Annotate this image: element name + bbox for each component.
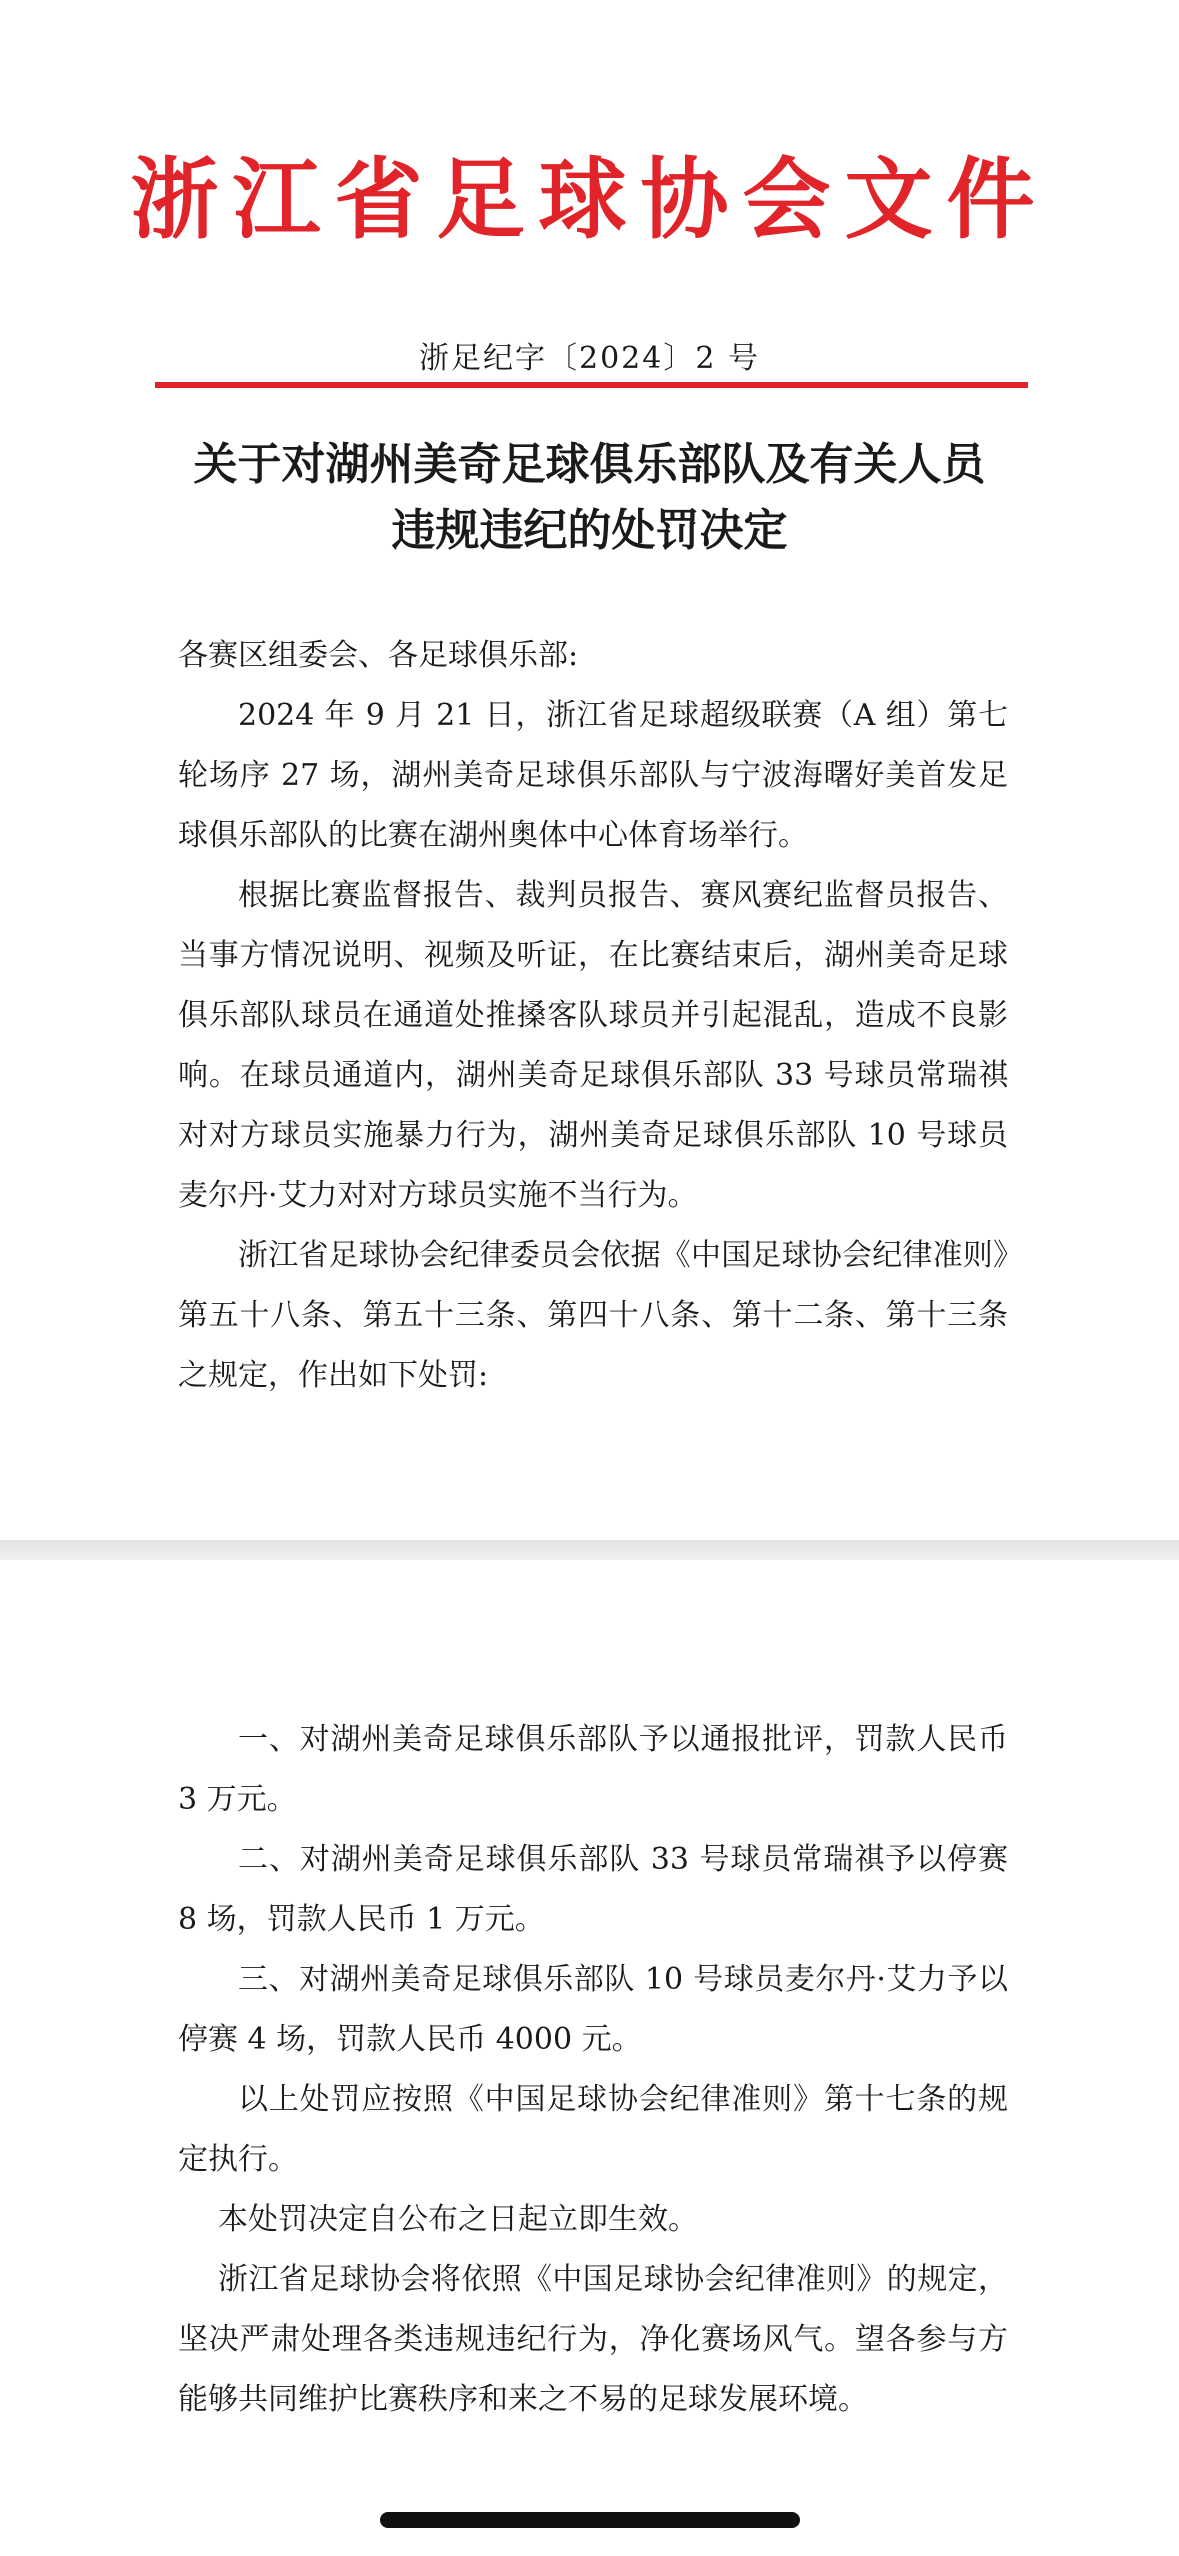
paragraph-match-info: 2024 年 9 月 21 日，浙江省足球超级联赛（A 组）第七轮场序 27 场，湖州美奇足球俱乐部队与宁波海曙好美首发足球俱乐部队的比赛在湖州奥体中心体育场举行。 [178,698,1008,853]
org-header-title: 浙江省足球协会文件 [130,147,1049,251]
penalty-item-2: 二、对湖州美奇足球俱乐部队 33 号球员常瑞祺予以停赛 8 场，罚款人民币 1 万元。 [178,1842,1008,1937]
document-number: 浙足纪字〔2024〕2 号 [419,341,760,376]
document-title [0,432,1179,564]
page1-body [178,626,1008,1406]
header-red-rule [155,382,1028,388]
paragraph-legal-basis: 浙江省足球协会纪律委员会依据《中国足球协会纪律准则》第五十八条、第五十三条、第四十八条、第十二条、第十三条之规定，作出如下处罚: [178,1238,1008,1393]
penalty-item-1: 一、对湖州美奇足球俱乐部队予以通报批评，罚款人民币 3 万元。 [178,1722,1008,1817]
paragraph-closing: 浙江省足球协会将依照《中国足球协会纪律准则》的规定，坚决严肃处理各类违规违纪行为，净化赛场风气。望各参与方能够共同维护比赛秩序和来之不易的足球发展环境。 [178,2262,1008,2417]
salutation: 各赛区组委会、各足球俱乐部: [178,638,579,673]
paragraph-effective: 本处罚决定自公布之日起立即生效。 [218,2202,698,2237]
title-line-2: 违规违纪的处罚决定 [391,505,788,556]
title-line-1: 关于对湖州美奇足球俱乐部队及有关人员 [193,439,986,490]
page2-body [178,1710,1008,2430]
paragraph-facts: 根据比赛监督报告、裁判员报告、赛风赛纪监督员报告、当事方情况说明、视频及听证，在比赛结束后，湖州美奇足球俱乐部队球员在通道处推搡客队球员并引起混乱，造成不良影响。在球员通道内，湖州美奇足球俱乐部队 33 号球员常瑞祺对对方球员实施暴力行为，湖州美奇足球俱乐部队 10 号球员麦尔丹·艾力对对方球员实施不当行为。 [178,878,1008,1213]
paragraph-execution: 以上处罚应按照《中国足球协会纪律准则》第十七条的规定执行。 [178,2082,1008,2177]
penalty-item-3: 三、对湖州美奇足球俱乐部队 10 号球员麦尔丹·艾力予以停赛 4 场，罚款人民币 4000 元。 [178,1962,1008,2057]
page-gap [0,1540,1179,1560]
home-indicator[interactable] [380,2512,800,2528]
document-page-2 [0,1560,1179,2556]
